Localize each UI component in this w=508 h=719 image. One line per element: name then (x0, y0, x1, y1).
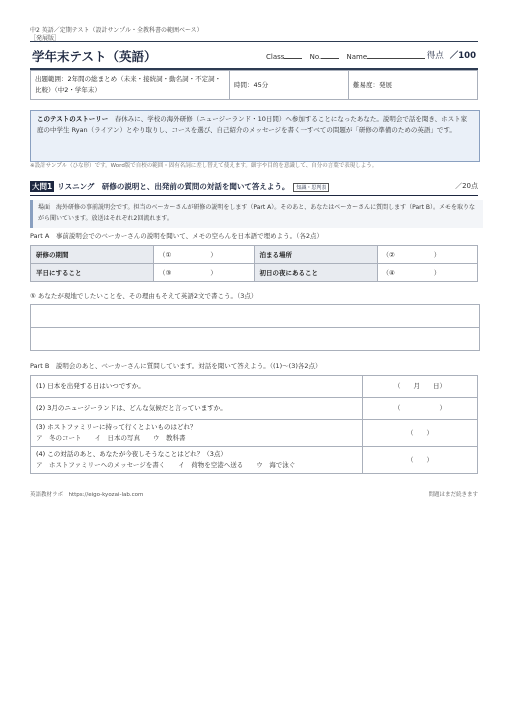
class-label: Class (266, 53, 285, 61)
no-label: No. (309, 53, 322, 61)
answer-options: ア 冬のコート イ 日本の写真 ウ 教科書 (36, 434, 186, 442)
table-row (31, 420, 478, 447)
story-body: 春休みに、学校の海外研修（ニュージーランド・10日間）へ参加することになったあなた。説明会で話を聞き、ホスト家庭の中学生 Ryan（ライアン）とやり取りし、コースを選び、自己紹介のメッセージを書く一すべての問題が「研修の準備のための英語」です。 (37, 115, 468, 134)
part-b-instruction: Part B 説明会のあと、ベーカーさんに質問しています。対話を聞いて答えよう。（(1)〜(3)各2点） (30, 362, 322, 370)
question-text: (1) 日本を出発する日はいつですか。 (31, 376, 363, 398)
table-row (31, 246, 478, 264)
answer-blank[interactable]: （② ） (377, 246, 478, 264)
answer-blank[interactable]: （ ） (363, 398, 478, 420)
q5-instruction: ⑤ あなたが現地でしたいことを、その理由もそえて英語2文で書こう。（3点） (30, 292, 258, 300)
writing-answer-line-2[interactable] (30, 327, 480, 351)
name-field[interactable] (367, 51, 425, 59)
scene-box: 場面 海外研修の事前説明会です。担当のベーカーさんが研修の説明をします（Part A）。そのあと、あなたはベーカーさんに質問します（Part B）。メモを取りながら聞いています。放送はそれぞれ2回流れます。 (30, 200, 483, 228)
part-b-table (30, 375, 478, 474)
answer-blank[interactable]: （④ ） (377, 264, 478, 282)
memo-label: 初日の夜にあること (254, 264, 377, 282)
story-box (30, 110, 480, 162)
writing-answer-line-1[interactable] (30, 304, 480, 328)
table-row (31, 398, 478, 420)
exam-time: 時間：45分 (230, 71, 349, 100)
sample-note: ※設計サンプル（ひな形）です。Word版で自校の範囲・固有名詞に差し替えて使えます。細字や目的を意識して、自分の言葉で表現しよう。 (30, 163, 378, 169)
exam-level: 難易度：発展 (349, 71, 478, 100)
score-label: 得点 (426, 51, 444, 61)
question-cell (31, 420, 363, 447)
question-number: 大問1 (32, 182, 53, 191)
question-1-header (30, 181, 478, 193)
number-field[interactable] (321, 51, 339, 59)
table-row (31, 264, 478, 282)
answer-blank[interactable]: （ ） (363, 420, 478, 447)
question-points: ／20点 (455, 182, 478, 190)
memo-label: 泊まる場所 (254, 246, 377, 264)
exam-range: 出題範囲：2年間の総まとめ（未来・接続詞・動名詞・不定詞・比較）（中2・学年末） (31, 71, 230, 100)
answer-options: ア ホストファミリーへのメッセージを書く イ 荷物を空港へ送る ウ 海で泳ぐ (36, 461, 296, 469)
footer-site: 英語教材ラボ https://eigo-kyozai-lab.com (30, 492, 144, 498)
story-heading: このテストのストーリー (37, 115, 109, 123)
page-footer (30, 490, 478, 498)
subject-line: 中2 英語／定期テスト（設計サンプル・全教科書の範囲ベース） (30, 27, 203, 34)
question-text: (3) ホストファミリーに持って行くとよいものはどれ？ (36, 423, 197, 431)
score-box (427, 49, 476, 61)
memo-label: 平日にすること (31, 264, 154, 282)
name-label: Name (346, 53, 368, 61)
exam-info-table (30, 70, 478, 100)
memo-table (30, 245, 478, 282)
table-row (31, 447, 478, 474)
memo-label: 研修の期間 (31, 246, 154, 264)
class-field[interactable] (284, 51, 302, 59)
page-title: 学年末テスト（英語） (32, 49, 157, 64)
title-row (30, 41, 478, 70)
table-row (31, 376, 478, 398)
answer-blank[interactable]: （ 月 日） (363, 376, 478, 398)
answer-blank[interactable]: （③ ） (154, 264, 255, 282)
question-text: (2) 3月のニュージーランドは、どんな気候だと言っていますか。 (31, 398, 363, 420)
student-fields (266, 51, 425, 61)
question-title: リスニング 研修の説明と、出発前の質問の対話を聞いて答えよう。 (57, 182, 290, 191)
part-a-instruction: Part A 事前説明会でのベーカーさんの説明を聞いて、メモの空らんを日本語で埋めよう。（各2点） (30, 232, 323, 240)
answer-blank[interactable]: （① ） (154, 246, 255, 264)
question-text: (4) この対話のあと、あなたが今夜しそうなことはどれ？（3点） (36, 450, 227, 458)
question-cell (31, 447, 363, 474)
section-divider (30, 195, 478, 196)
footer-continue: 問題はまだ続きます (428, 492, 478, 498)
answer-blank[interactable]: （ ） (363, 447, 478, 474)
score-total: ／100 (449, 51, 476, 61)
skill-badge: 知識・思判表 (293, 183, 329, 192)
edition-label: ［発展版］ (30, 35, 61, 42)
